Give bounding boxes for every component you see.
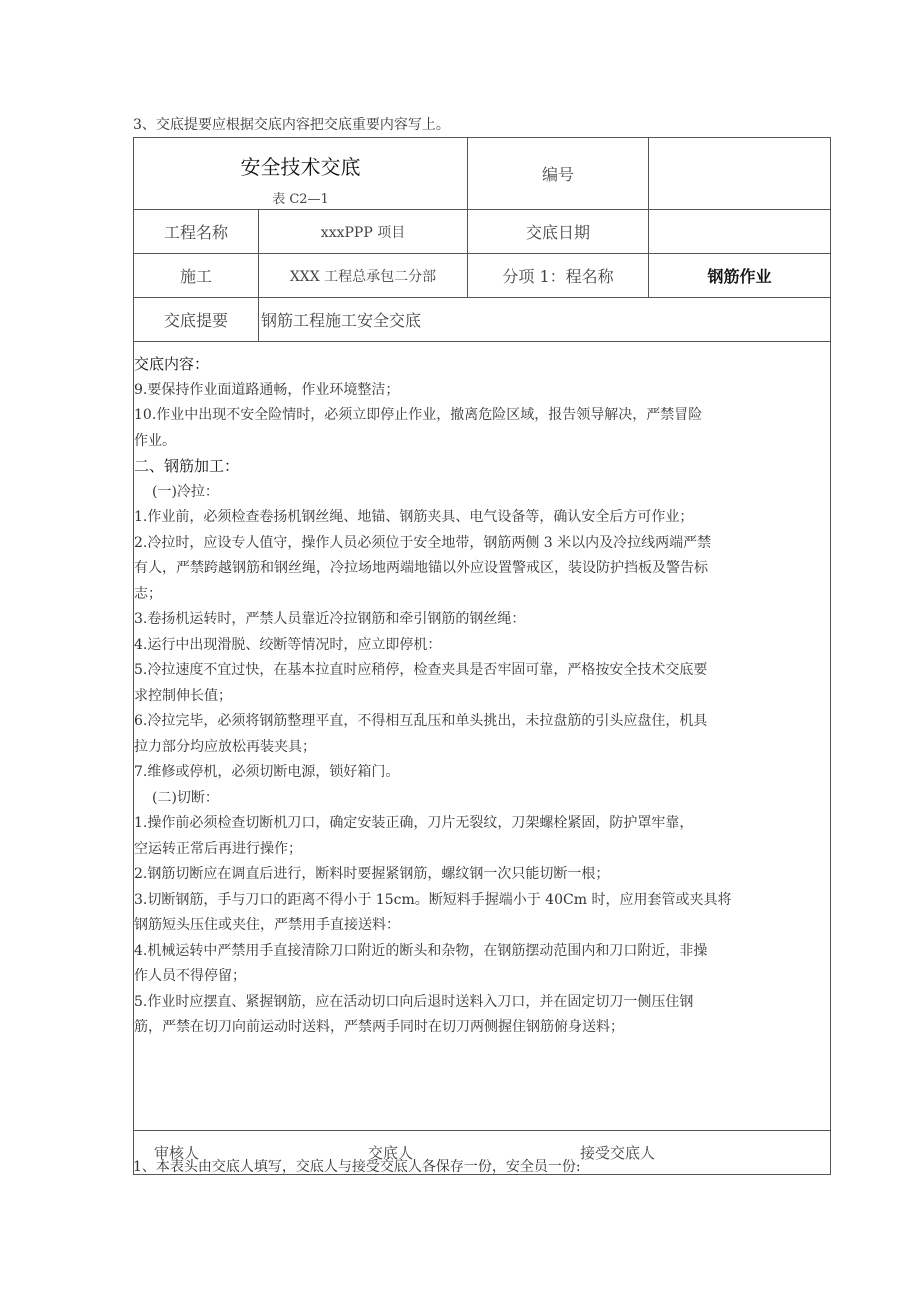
- header-row: [134, 138, 831, 210]
- subproject-value: 钢筋作业: [707, 267, 772, 286]
- form-title: 安全技术交底: [240, 154, 361, 179]
- content-line: 筋，严禁在切刀向前运动时送料，严禁两手同时在切刀两侧握住钢筋俯身送料；: [134, 1019, 624, 1035]
- footer-note: 1、本表头由交底人填写，交底人与接受交底人各保存一份，安全员一份:: [133, 1159, 581, 1175]
- project-label: 工程名称: [163, 223, 228, 242]
- content-line: 作业。: [134, 432, 176, 449]
- form-code: 表 C2—1: [272, 191, 329, 207]
- content-line: 2.钢筋切断应在调直后进行，断料时要握紧钢筋，螺纹钢一次只能切断一根；: [134, 866, 610, 882]
- subsection-heading: (二)切断：: [152, 789, 219, 806]
- subsection-heading: (一)冷拉：: [152, 483, 219, 500]
- construction-label: 施工: [179, 267, 212, 286]
- form-title-cell: [134, 138, 468, 210]
- content-line: 9.要保持作业面道路通畅，作业环境整洁；: [134, 381, 400, 398]
- section-heading: 交底内容：: [134, 355, 210, 373]
- content-line: 拉力部分均应放松再装夹具；: [134, 738, 316, 755]
- reviewer-label: 审核人: [154, 1144, 200, 1162]
- project-row: [134, 210, 831, 254]
- content-line: 3.切断钢筋，手与刀口的距离不得小于 15cm。断短料手握端小于 40Cm 时，应用套管或夹具将: [134, 891, 732, 908]
- content-line: 1.作业前，必须检查卷扬机钢丝绳、地锚、钢筋夹具、电气设备等，确认安全后方可作业；: [134, 509, 694, 525]
- summary-row: [134, 298, 831, 342]
- section-heading: 二、钢筋加工：: [134, 457, 240, 475]
- receiver-label: 接受交底人: [580, 1144, 656, 1162]
- content-line: 作人员不得停留；: [134, 968, 246, 984]
- safety-disclosure-form: [133, 137, 831, 1175]
- number-label: 编号: [541, 165, 574, 184]
- date-label: 交底日期: [525, 223, 590, 242]
- content-row: [134, 342, 831, 1131]
- content-line: 求控制伸长值；: [134, 687, 232, 704]
- top-note: 3、交底提要应根据交底内容把交底重要内容写上。: [133, 117, 450, 133]
- number-label-cell: [468, 138, 649, 210]
- content-cell: [134, 342, 831, 1131]
- content-line: 10.作业中出现不安全险情时，必须立即停止作业，撤离危险区域，报告领导解决，严禁冒险: [134, 407, 703, 423]
- content-line: 4.运行中出现滑脱、绞断等情况时，应立即停机：: [134, 636, 442, 653]
- content-line: 3.卷扬机运转时，严禁人员靠近冷拉钢筋和牵引钢筋的钢丝绳：: [134, 611, 526, 627]
- content-line: 空运转正常后再进行操作；: [134, 840, 302, 857]
- content-line: 志；: [134, 585, 162, 602]
- subproject-label: 分项 1：程名称: [502, 267, 614, 286]
- content-line: 6.冷拉完毕，必须将钢筋整理平直，不得相互乱压和单头挑出，未拉盘筋的引头应盘住，机具: [134, 713, 708, 729]
- summary-value: 钢筋工程施工安全交底: [261, 311, 422, 330]
- project-value: xxxPPP 项目: [320, 224, 406, 241]
- content-line: 7.维修或停机，必须切断电源，锁好箱门。: [134, 764, 400, 780]
- content-line: 5.冷拉速度不宜过快，在基本拉直时应稍停，检查夹具是否牢固可靠，严格按安全技术交底要: [134, 662, 708, 678]
- summary-label: 交底提要: [163, 311, 228, 330]
- number-value-cell: [649, 138, 831, 210]
- content-line: 5.作业时应摆直、紧握钢筋，应在活动切口向后退时送料入刀口，并在固定切刀一侧压住钢: [134, 993, 694, 1010]
- content-line: 钢筋短头压住或夹住，严禁用手直接送料：: [134, 917, 400, 933]
- content-line: 2.冷拉时，应设专人值守，操作人员必须位于安全地带，钢筋两侧 3 米以内及冷拉线两端严禁: [134, 534, 712, 551]
- construction-value: XXX 工程总承包二分部: [289, 268, 437, 285]
- content-line: 4.机械运转中严禁用手直接清除刀口附近的断头和杂物，在钢筋摆动范围内和刀口附近，非操: [134, 942, 708, 959]
- content-line: 有人，严禁跨越钢筋和钢丝绳，冷拉场地两端地锚以外应设置警戒区，装设防护挡板及警告标: [134, 560, 708, 576]
- discloser-label: 交底人: [368, 1144, 414, 1162]
- content-line: 1.操作前必须检查切断机刀口，确定安装正确，刀片无裂纹，刀架螺栓紧固，防护罩牢靠，: [134, 815, 694, 831]
- content-lines: [134, 352, 830, 1041]
- construction-row: [134, 254, 831, 298]
